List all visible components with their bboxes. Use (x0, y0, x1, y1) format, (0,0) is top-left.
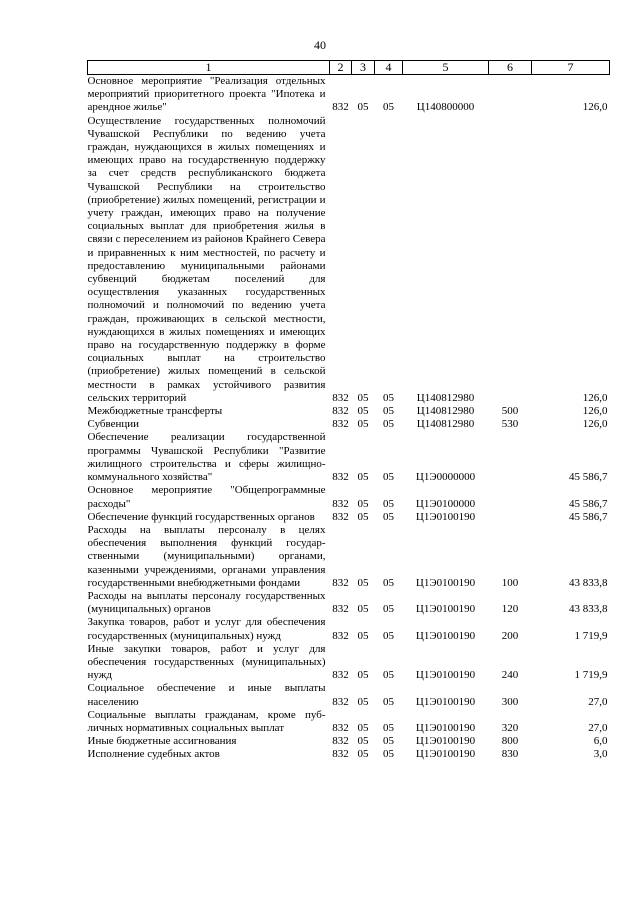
table-row (88, 709, 610, 735)
table-body (88, 75, 610, 762)
expense-type-cell: 830 (501, 748, 519, 761)
subsection-code-cell: 05 (383, 497, 394, 510)
expense-type-cell: 500 (501, 405, 519, 418)
row-name-cell: Основное мероприятие "Реализация отдельных мероприятий приоритетного проекта "Ипотека и арендное жилье" (87, 75, 326, 114)
row-name-cell: Исполнение судебных актов (87, 748, 220, 761)
target-article-cell: Ц1Э0100190 (415, 576, 476, 589)
row-name-cell: Иные закупки товаров, работ и услуг для обеспечения государственных (муниципальных) нужд (87, 642, 326, 682)
table-row (88, 418, 610, 431)
target-article-cell: Ц140800000 (416, 101, 475, 114)
amount-cell: 126,0 (582, 101, 608, 114)
target-article-cell: Ц1Э0100190 (415, 603, 476, 616)
amount-cell: 27,0 (588, 721, 608, 734)
admin-code-cell: 832 (332, 418, 349, 431)
admin-code-cell: 832 (332, 391, 349, 404)
admin-code-cell: 832 (332, 576, 349, 589)
header-row (88, 61, 610, 75)
expense-type-cell: 530 (501, 418, 519, 431)
target-article-cell: Ц1Э0100190 (415, 629, 476, 642)
column-header: 2 (330, 61, 352, 75)
row-name-cell: Межбюджетные трансферты (87, 405, 223, 418)
section-code-cell: 05 (357, 101, 369, 114)
row-name-cell: Социальное обеспечение и иные выплаты населению (87, 682, 326, 708)
section-code-cell: 05 (357, 629, 369, 642)
section-code-cell: 05 (357, 405, 369, 418)
subsection-code-cell: 05 (383, 405, 394, 418)
subsection-code-cell: 05 (383, 721, 394, 734)
target-article-cell: Ц1Э0100190 (415, 695, 476, 708)
subsection-code-cell: 05 (383, 669, 394, 682)
table-row (88, 405, 610, 418)
table-row (88, 616, 610, 642)
row-name-cell: Расходы на выплаты персоналу государственных (муниципальных) органов (87, 589, 326, 616)
target-article-cell: Ц1Э0100000 (415, 497, 476, 510)
amount-cell: 1 719,9 (574, 629, 608, 642)
target-article-cell: Ц1Э0100190 (415, 735, 476, 748)
section-code-cell: 05 (357, 603, 369, 616)
admin-code-cell: 832 (332, 629, 349, 642)
section-code-cell: 05 (357, 721, 369, 734)
column-header: 6 (489, 61, 532, 75)
target-article-cell: Ц140812980 (416, 405, 475, 418)
expense-type-cell: 120 (501, 603, 519, 616)
target-article-cell: Ц1Э0100190 (415, 748, 476, 761)
expense-type-cell: 300 (501, 695, 519, 708)
table-row (88, 590, 610, 616)
subsection-code-cell: 05 (383, 101, 394, 114)
subsection-code-cell: 05 (383, 576, 394, 589)
table-row (88, 748, 610, 761)
subsection-code-cell: 05 (383, 603, 394, 616)
subsection-code-cell: 05 (383, 695, 394, 708)
amount-cell: 43 833,8 (569, 576, 608, 589)
amount-cell: 45 586,7 (569, 471, 608, 484)
row-name-cell: Иные бюджетные ассигнования (87, 735, 237, 748)
subsection-code-cell: 05 (383, 471, 394, 484)
admin-code-cell: 832 (332, 695, 349, 708)
row-name-cell: Основное мероприятие "Общепрограммные расходы" (87, 484, 326, 510)
target-article-cell: Ц1Э0100190 (415, 669, 476, 682)
row-name-cell: Расходы на выплаты персоналу в целях обеспечения выполнения функций государственными (муниципальными) органами, казенными учреждениями, органами управления государственными внебюджетными фондами (87, 523, 326, 589)
column-header: 5 (403, 61, 489, 75)
target-article-cell: Ц1Э0000000 (415, 471, 476, 484)
admin-code-cell: 832 (332, 101, 349, 114)
expense-type-cell (489, 75, 532, 115)
row-name-cell: Обеспечение реализации государственной программы Чувашской Республики "Развитие жилищного строительства и сферы жилищно-коммунального хозяйства" (87, 431, 326, 484)
table-row (88, 75, 610, 115)
expense-type-cell: 240 (501, 669, 519, 682)
row-name-cell: Субвенции (87, 418, 140, 431)
section-code-cell: 05 (357, 391, 369, 404)
table-row (88, 115, 610, 405)
target-article-cell: Ц1Э0100190 (415, 721, 476, 734)
budget-table (87, 60, 610, 762)
table-row (88, 431, 610, 484)
table-row (88, 524, 610, 590)
amount-cell: 45 586,7 (569, 497, 608, 510)
admin-code-cell: 832 (332, 603, 349, 616)
expense-type-cell: 320 (501, 721, 519, 734)
admin-code-cell: 832 (332, 748, 349, 761)
admin-code-cell: 832 (332, 471, 349, 484)
row-name-cell: Социальные выплаты гражданам, кроме публичных нормативных социальных выплат (87, 708, 326, 734)
column-header: 4 (375, 61, 403, 75)
expense-type-cell: 100 (501, 576, 519, 589)
subsection-code-cell: 05 (383, 629, 394, 642)
row-name-cell: Осуществление государственных полномочий Чувашской Республики по ведению учета граждан, нуждающихся в жилых помещениях и имеющих право на государственную поддержку за счет средств республиканского бюджета Чувашской Республики на строительство (приобретение) жилых помещений, регистрации и учету граждан, имеющих право на получение социальных выплат для приобретения жилья в связи с переселением из районов Крайнего Севера и приравненных к ним местностей, по расчету и предоставлению муниципальными районами субвенций бюджетам поселений для осуществления указанных государственных полномочий и полномочий по ведению учета граждан, проживающих в сельской местности, нуждающихся в жилых помещениях и имеющих право на государственную поддержку в форме социальных выплат на строительство (приобретение) жилых помещений в сельской местности в рамках устойчивого развития сельских территорий (87, 114, 326, 404)
target-article-cell: Ц1Э0100190 (415, 510, 476, 523)
amount-cell: 6,0 (593, 735, 608, 748)
section-code-cell: 05 (357, 510, 369, 523)
subsection-code-cell: 05 (383, 735, 394, 748)
amount-cell: 126,0 (582, 391, 608, 404)
amount-cell: 126,0 (582, 405, 608, 418)
expense-type-cell (489, 431, 532, 484)
amount-cell: 3,0 (593, 748, 608, 761)
section-code-cell: 05 (357, 735, 369, 748)
admin-code-cell: 832 (332, 497, 349, 510)
section-code-cell: 05 (357, 418, 369, 431)
column-header: 7 (532, 61, 610, 75)
section-code-cell: 05 (357, 669, 369, 682)
subsection-code-cell: 05 (383, 748, 394, 761)
target-article-cell: Ц140812980 (416, 418, 475, 431)
section-code-cell: 05 (357, 471, 369, 484)
subsection-code-cell: 05 (383, 418, 394, 431)
row-name-cell: Обеспечение функций государственных органов (87, 510, 315, 523)
section-code-cell: 05 (357, 576, 369, 589)
section-code-cell: 05 (357, 748, 369, 761)
amount-cell: 43 833,8 (569, 603, 608, 616)
expense-type-cell (489, 484, 532, 510)
column-header: 1 (88, 61, 330, 75)
table-row (88, 484, 610, 510)
page-number: 40 (314, 38, 326, 52)
amount-cell: 1 719,9 (574, 669, 608, 682)
expense-type-cell: 800 (501, 735, 519, 748)
column-header: 3 (352, 61, 375, 75)
table-row (88, 682, 610, 708)
admin-code-cell: 832 (332, 721, 349, 734)
expense-type-cell: 200 (501, 629, 519, 642)
expense-type-cell (489, 511, 532, 524)
table-row (88, 735, 610, 748)
amount-cell: 126,0 (582, 418, 608, 431)
subsection-code-cell: 05 (383, 510, 394, 523)
target-article-cell: Ц140812980 (416, 391, 475, 404)
subsection-code-cell: 05 (383, 391, 394, 404)
amount-cell: 45 586,7 (569, 510, 608, 523)
expense-type-cell (489, 115, 532, 405)
admin-code-cell: 832 (332, 405, 349, 418)
amount-cell: 27,0 (588, 695, 608, 708)
admin-code-cell: 832 (332, 669, 349, 682)
table-row (88, 511, 610, 524)
admin-code-cell: 832 (332, 510, 349, 523)
section-code-cell: 05 (357, 695, 369, 708)
section-code-cell: 05 (357, 497, 369, 510)
row-name-cell: Закупка товаров, работ и услуг для обеспечения государственных (муниципальных) нужд (87, 616, 326, 642)
table-header (88, 61, 610, 75)
table-row (88, 643, 610, 683)
admin-code-cell: 832 (332, 735, 349, 748)
